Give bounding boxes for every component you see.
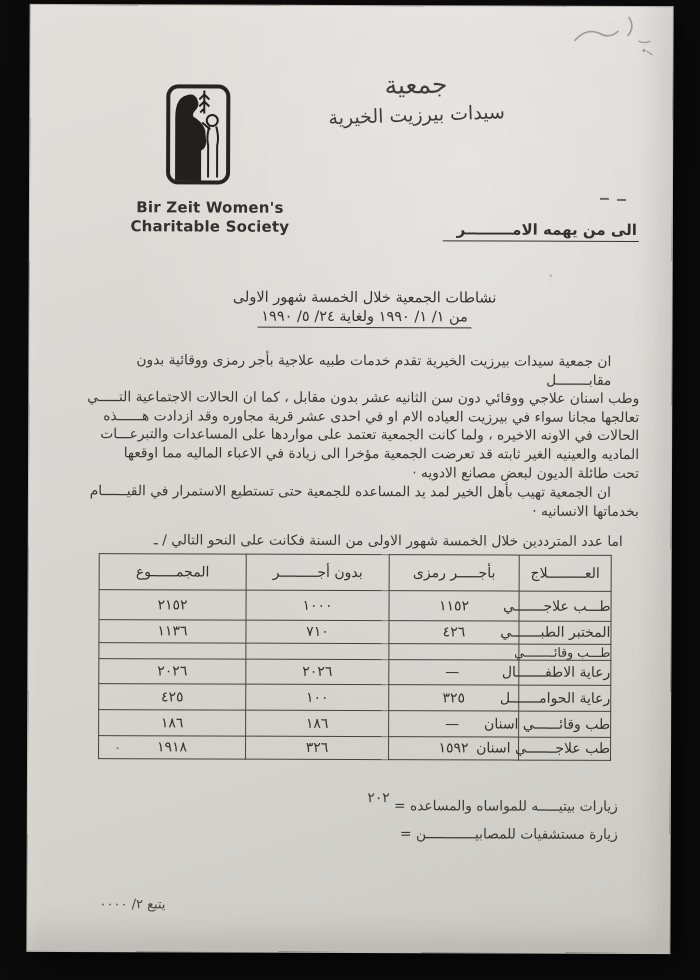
total-count-cell: ١٩١٨ <box>99 736 246 760</box>
free-count-cell <box>246 643 389 659</box>
table-row <box>99 710 611 738</box>
free-count-cell: ٣٢٦ <box>246 736 389 759</box>
treatment-label-cell: طب علاجـــــــي اسنان <box>519 737 611 760</box>
treatment-header: العـــــــــلاج <box>519 555 611 591</box>
visitors-table <box>98 553 612 761</box>
english-name-line2: Charitable Society <box>130 217 290 236</box>
treatment-label-cell: المختبر الطبـــــــي <box>519 621 611 644</box>
scan-speck <box>642 49 645 52</box>
total-count-cell: ٢١٥٢ <box>99 590 246 621</box>
home-visits-label: زيارات بيتيـــــه للمواساه والمساعده = <box>394 798 618 815</box>
table-lead-line: اما عدد المترددين خلال الخمسة شهور الاولى من السنة فكانت على النحو التالي / ـ <box>153 532 623 550</box>
total-count-cell: ٢٠٢٦ <box>99 659 246 685</box>
recipient-line: الى من يهمه الامـــــــــر <box>443 220 639 242</box>
intro-paragraph <box>79 351 639 483</box>
paragraph-line: تعالجها مجانا سواء في بيرزيت العياده الام او في احدى عشر قرية مجاوره وقد ازدادت هــــــذه <box>103 407 640 426</box>
arabic-name-line2: سيدات بيرزيت الخيرية <box>328 101 506 130</box>
stray-marks <box>600 198 626 204</box>
paragraph-line: الماديه والعينيه الغير ثابته قد تعرضت الجمعية مؤخرا الى زيادة في الاعباء الماليه مما اوقعها <box>123 445 640 463</box>
home-visits-note <box>367 792 618 821</box>
report-title-block <box>215 290 515 329</box>
paragraph-line: بخدماتها الانسانيه · <box>532 503 639 520</box>
english-name-line1: Bir Zeit Women's <box>136 198 284 217</box>
paragraph-line: الحالات في الاونه الاخيره ، ولما كانت الجمعية تعتمد على مواردها على المساعدات والتبرعـــات <box>100 426 640 445</box>
total-count-cell <box>99 643 246 660</box>
free-count-cell: ٧١٠ <box>246 620 389 643</box>
treatment-label-cell: رعاية الحوامـــــــل <box>519 685 611 711</box>
free-count-cell: ١٨٦ <box>246 710 389 736</box>
document-page <box>27 5 672 953</box>
treatment-label-cell: طـــب علاجـــــــي <box>519 591 611 621</box>
paid-count-cell: ١٥٩٢ <box>389 737 519 760</box>
paid-count-cell: ١١٥٢ <box>389 591 519 621</box>
arabic-calligraphy-name <box>298 68 535 133</box>
table-row <box>99 736 611 761</box>
scan-speck <box>550 275 552 277</box>
paid-count-cell <box>389 644 519 660</box>
mother-child-wheat-icon <box>165 83 231 185</box>
paragraph-line: ان الجمعية تهيب بأهل الخير لمد يد المساعده للجمعية حتى تستطيع الاستمرار في القيــــــام <box>89 483 611 501</box>
table-row <box>99 590 611 622</box>
arabic-name-line1: جمعية <box>384 69 448 100</box>
total-count-cell: ١٨٦ <box>99 710 246 737</box>
paid-count-cell: — <box>389 711 519 737</box>
treatment-label-cell: طب وقائــــــي اسنان <box>519 711 611 737</box>
paid-count-cell: ٤٢٦ <box>389 621 519 644</box>
paid-count-cell: ٣٢٥ <box>389 685 519 711</box>
english-society-name <box>122 198 298 237</box>
treatment-label-cell: طـــب وقائــــــــي <box>514 644 611 660</box>
free-count-cell: ١٠٠٠ <box>246 590 389 620</box>
corner-scribble-marks <box>568 11 654 63</box>
paid-count-cell: — <box>389 660 519 685</box>
paragraph-line: وطب اسنان علاجي ووقائي دون سن الثانيه عشر بدون مقابل ، كما ان الحالات الاجتماعية التـــــي <box>87 389 640 408</box>
total-count-cell: ١١٣٦ <box>99 620 246 644</box>
paid-fee-header: بأجـــــر رمزى <box>389 555 519 591</box>
home-visits-count: ٢٠٢ <box>367 790 390 807</box>
table-row <box>99 643 611 661</box>
paragraph-line: تحت طائلة الديون لبعض مصانع الادويه · <box>412 464 640 482</box>
treatment-label-cell: رعاية الاطفـــــــال <box>519 660 611 685</box>
free-header: بدون أجـــــــــر <box>246 554 389 590</box>
table-row <box>99 684 611 712</box>
hospital-visits-label: زيارة مستشفيات للمصابيــــــــــــن = <box>399 826 618 843</box>
hospital-visits-note <box>367 820 618 849</box>
report-title: نشاطات الجمعية خلال الخمسة شهور الاولى <box>232 289 497 307</box>
society-logo <box>165 83 231 185</box>
total-count-cell: ٤٢٥ <box>99 684 246 711</box>
summary-notes <box>367 792 618 849</box>
free-count-cell: ٢٠٢٦ <box>246 659 389 684</box>
paragraph-line: ان جمعية سيدات بيرزيت الخيرية تقدم خدمات طبيه علاجية بأجر رمزى ووقائية بدون مقابــــــــل <box>136 352 612 389</box>
free-count-cell: ١٠٠ <box>246 684 389 710</box>
table-row <box>99 659 611 686</box>
table-row <box>99 620 611 645</box>
table-header-row <box>99 554 611 592</box>
appeal-paragraph <box>79 482 639 521</box>
report-period: من ١/ ١/ ١٩٩٠ ولغاية ٢٤/ ٥/ ١٩٩٠ <box>257 309 472 329</box>
total-header: المجمــــــوع <box>99 554 246 591</box>
continuation-footer: يتبع ٢/ ٠٠٠٠ <box>99 897 166 913</box>
